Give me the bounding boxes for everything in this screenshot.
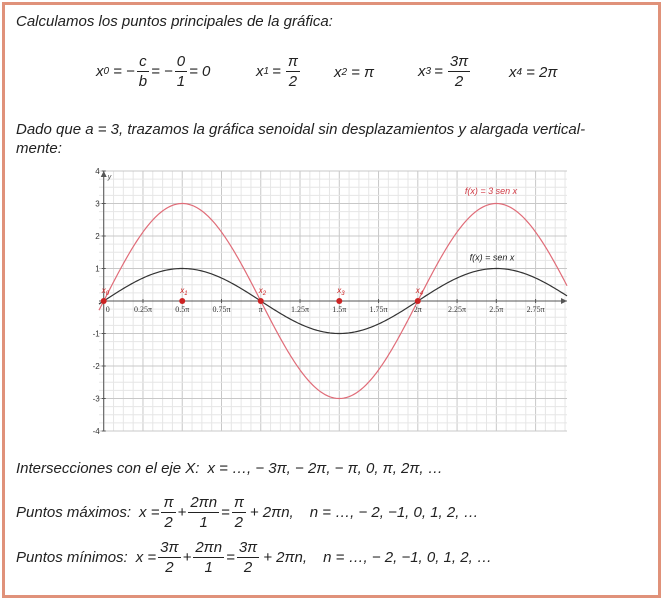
x-tick-label: π: [258, 305, 263, 314]
x0-eq: = −: [113, 63, 135, 80]
x0-mid: = −: [151, 63, 173, 80]
intersecciones-expr: x = …, − 3π, − 2π, − π, 0, π, 2π, …: [207, 459, 443, 477]
min-frac-3: $\frac{3\pi}{2}$: [238, 539, 258, 576]
dado-line-2: mente:: [16, 140, 62, 157]
x-tick-label: 0.25π: [133, 305, 152, 314]
x-tick-label: 0: [105, 305, 110, 314]
point-x4: [415, 298, 421, 304]
max-frac-2: $\frac{2\pi n}{1}$: [190, 494, 218, 531]
y-tick-label: 2: [95, 232, 100, 241]
pi-over-2: $\frac{\pi}{2}$: [287, 53, 298, 90]
point-label: $x_1$: [180, 286, 188, 297]
y-axis-label: y: [107, 174, 112, 181]
x-tick-label: 2.75π: [526, 305, 545, 314]
point-label: $x_0$: [101, 286, 110, 297]
y-axis-arrow: [101, 171, 107, 177]
max-n-range: n = …, − 2, −1, 0, 1, 2, …: [309, 504, 479, 521]
series-label-0: f(x) = 3 sen x: [464, 185, 518, 196]
max-frac-3: $\frac{\pi}{2}$: [233, 494, 244, 531]
x0-name: x: [96, 63, 104, 80]
min-frac-1: $\frac{3\pi}{2}$: [160, 539, 179, 576]
y-tick-label: -4: [93, 427, 100, 435]
sine-graph: [93, 165, 571, 435]
x0-formula: [96, 52, 210, 91]
x-tick-label: 2.5π: [489, 305, 504, 314]
series-label-1: f(x) = sen x: [469, 252, 515, 263]
x4-formula: x 4 = 2π: [509, 63, 558, 81]
x-tick-label: 2.25π: [448, 305, 467, 314]
x0-end: = 0: [189, 63, 211, 80]
zero-over-one: $\frac{0}{1}$: [176, 53, 186, 90]
y-tick-label: -2: [93, 362, 100, 371]
intersecciones-label: Intersecciones con el eje X:: [16, 459, 200, 477]
point-label: $x_3$: [337, 286, 345, 297]
x-tick-label: 0.5π: [175, 305, 190, 314]
x-axis-arrow: [561, 298, 567, 304]
x-tick-label: 0.75π: [212, 305, 231, 314]
y-tick-label: 3: [95, 199, 100, 209]
y-tick-label: -3: [93, 394, 100, 404]
maximos-line: Puntos máximos: x = $\frac{\pi}{2}$ + $\frac{2\pi n}{1}$ = $\frac{\pi}{2}$ + 2πn, n = …, − 2, −1, 0, 1, 2, …: [16, 494, 479, 531]
x1-formula: x 1 = $\frac{\pi}{2}$: [256, 53, 298, 90]
x-tick-label: 1.5π: [332, 305, 347, 314]
heading: Calculamos los puntos principales de la gráfica:: [16, 13, 333, 30]
point-x1: [179, 298, 185, 304]
dado-line-1: Dado que a = 3, trazamos la gráfica senoidal sin desplazamientos y alargada vertical-: [16, 121, 586, 138]
x-tick-label: 2π: [413, 305, 422, 314]
point-x2: [258, 298, 264, 304]
3pi-over-2: $\frac{3\pi}{2}$: [449, 53, 469, 90]
intersecciones-line: [16, 458, 443, 478]
y-tick-label: -1: [93, 329, 100, 339]
y-tick-label: 1: [95, 264, 100, 274]
c-over-b: $\frac{c}{b}$: [138, 53, 148, 90]
point-x3: [336, 298, 342, 304]
x-tick-label: 1.75π: [369, 305, 388, 314]
min-n-range: n = …, − 2, −1, 0, 1, 2, …: [323, 549, 492, 566]
minimos-line: Puntos mínimos: x = $\frac{3\pi}{2}$ + $\frac{2\pi n}{1}$ = $\frac{3\pi}{2}$ + 2πn, n = …, − 2, −1, 0, 1, 2, …: [16, 539, 492, 576]
point-x0: [101, 298, 107, 304]
x2-formula: x 2 = π: [334, 63, 375, 81]
point-label: $x_2$: [258, 286, 267, 297]
x-tick-label: 1.25π: [290, 305, 310, 314]
y-tick-label: 4: [95, 167, 100, 176]
x3-formula: x 3 = $\frac{3\pi}{2}$: [418, 53, 469, 90]
max-frac-1: $\frac{\pi}{2}$: [163, 494, 174, 531]
maximos-label: Puntos máximos:: [16, 504, 132, 521]
x0-sub: 0: [103, 66, 110, 77]
minimos-label: Puntos mínimos:: [16, 549, 128, 566]
min-frac-2: $\frac{2\pi n}{1}$: [195, 539, 223, 576]
point-label: $x_4$: [415, 286, 424, 297]
